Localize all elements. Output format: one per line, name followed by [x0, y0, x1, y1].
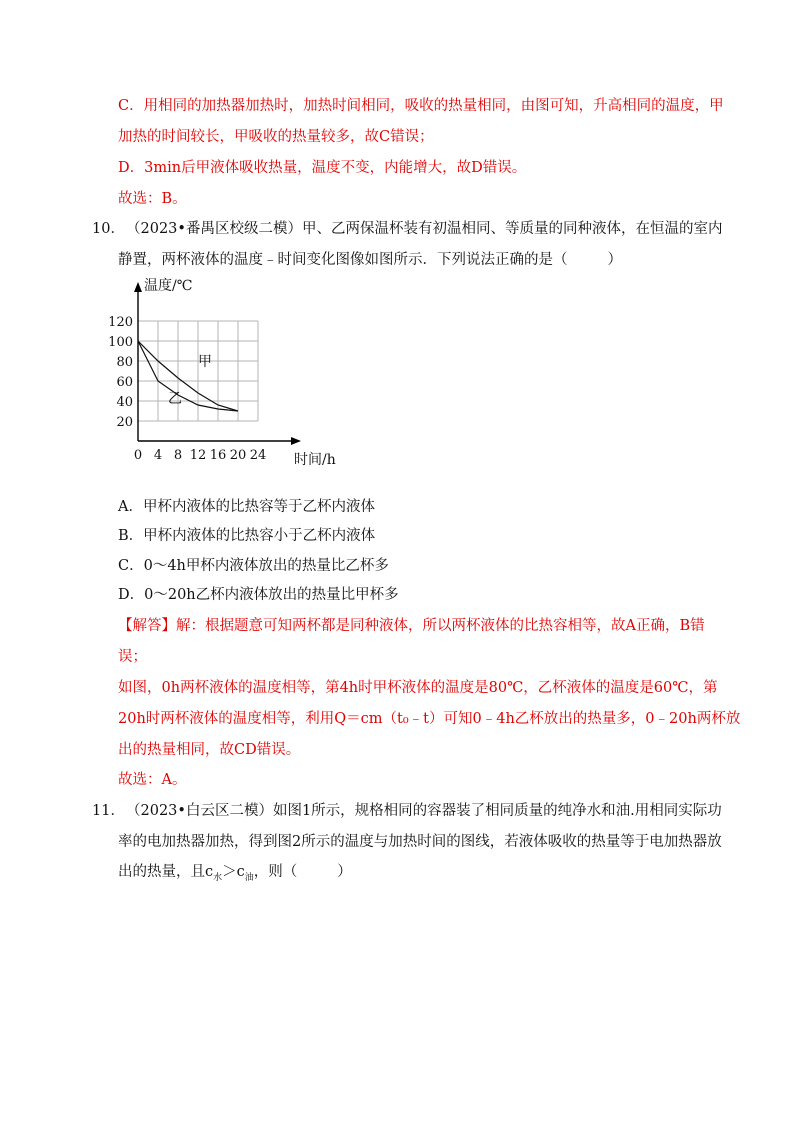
q10-stem-line2-close: ） — [607, 252, 622, 268]
q10-answer-choose: 故选：A。 — [118, 772, 187, 788]
sub-water: 水 — [213, 872, 223, 883]
q10-option-c: C．0～4h甲杯内液体放出的热量比乙杯多 — [118, 558, 389, 574]
x-tick-label: 4 — [153, 448, 163, 463]
series-label-yi: 乙 — [168, 391, 182, 407]
q11-number: 11． — [92, 803, 125, 819]
q11-line2: 率的电加热器加热，得到图2所示的温度与加热时间的图线，若液体吸收的热量等于电加热器放 — [118, 834, 722, 850]
temperature-time-chart — [104, 276, 344, 476]
sub-oil: 油 — [244, 872, 254, 883]
q10-option-b: B．甲杯内液体的比热容小于乙杯内液体 — [118, 528, 376, 544]
y-tick-label: 80 — [116, 355, 133, 370]
x-tick-label: 8 — [173, 448, 183, 463]
prev-answer-choose: 故选：B。 — [118, 191, 187, 207]
x-tick-label: 12 — [189, 448, 207, 463]
series-label-jia: 甲 — [198, 354, 212, 370]
q10-stem-line2-text: 静置，两杯液体的温度﹣时间变化图像如图所示．下列说法正确的是（ — [118, 252, 568, 268]
y-tick-label: 60 — [116, 375, 133, 390]
y-tick-label: 120 — [108, 315, 133, 330]
x-tick-label: 16 — [209, 448, 227, 463]
chart-grid — [138, 321, 258, 421]
y-axis-label: 温度/℃ — [144, 278, 193, 294]
y-tick-label: 100 — [108, 335, 133, 350]
answer-tag: 【解答】 — [118, 618, 176, 634]
x-tick-label: 24 — [249, 448, 267, 463]
q10-option-a: A．甲杯内液体的比热容等于乙杯内液体 — [118, 499, 375, 515]
x-axis-label: 时间/h — [294, 452, 336, 468]
y-tick-label: 40 — [116, 395, 133, 410]
q11-line3-c: ，则（ — [253, 864, 298, 880]
q10-number: 10． — [92, 221, 125, 237]
q10-stem-line2 — [118, 250, 622, 270]
q11-line3-a: 出的热量，且c — [118, 864, 214, 880]
q10-answer-line4: 20h时两杯液体的温度相等，利用Q＝cm（t₀﹣t）可知0﹣4h乙杯放出的热量多，0﹣20h两杯放 — [118, 711, 741, 727]
y-axis-arrow — [134, 282, 142, 292]
y-tick-label: 20 — [116, 415, 133, 430]
x-tick-label: 0 — [133, 448, 143, 463]
q11-line3-d: ） — [337, 864, 352, 880]
q11-line1: （2023•白云区二模）如图1所示，规格相同的容器装了相同质量的纯净水和油.用相同实际功 — [126, 803, 722, 819]
q10-option-d: D．0～20h乙杯内液体放出的热量比甲杯多 — [118, 587, 399, 603]
q10-answer-line2: 误； — [118, 649, 147, 665]
prev-answer-c-line2: 加热的时间较长，甲吸收的热量较多，故C错误； — [118, 129, 434, 145]
q10-answer-line5: 出的热量相同，故CD错误。 — [118, 742, 301, 758]
q10-answer-line3: 如图，0h两杯液体的温度相等，第4h时甲杯液体的温度是80℃，乙杯液体的温度是60℃，第 — [118, 680, 718, 696]
q11-line3 — [118, 862, 352, 888]
answer-line1-text: 解：根据题意可知两杯都是同种液体，所以两杯液体的比热容相等，故A正确，B错 — [176, 618, 705, 634]
q11-line3-b: ＞c — [222, 864, 245, 880]
x-axis-arrow — [291, 437, 301, 445]
q10-answer-line1 — [118, 616, 705, 636]
x-tick-label: 20 — [229, 448, 247, 463]
q10-stem-line1: （2023•番禺区校级二模）甲、乙两保温杯装有初温相同、等质量的同种液体，在恒温的室内 — [126, 221, 723, 237]
prev-answer-c-line1: C．用相同的加热器加热时，加热时间相同，吸收的热量相同，由图可知，升高相同的温度，甲 — [118, 98, 724, 114]
prev-answer-d-line: D．3min后甲液体吸收热量，温度不变，内能增大，故D错误。 — [118, 160, 527, 176]
